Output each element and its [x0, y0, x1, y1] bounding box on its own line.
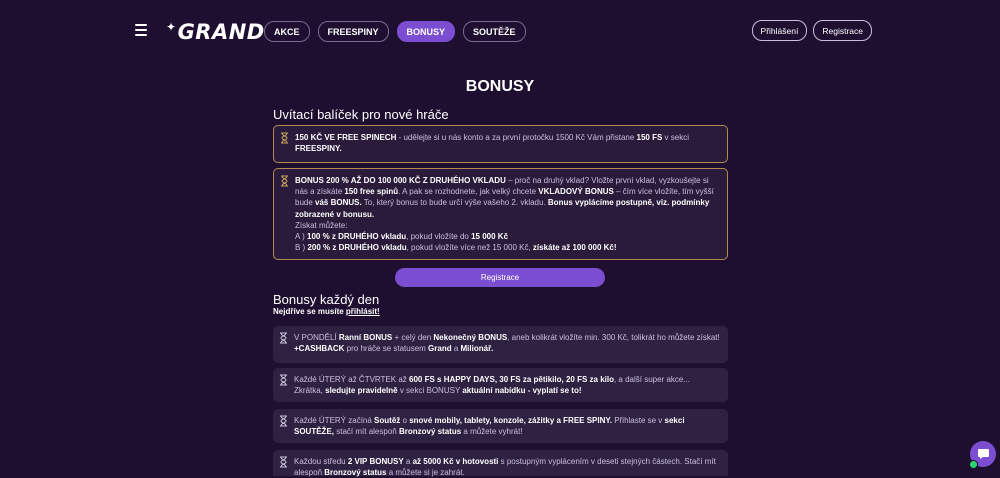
hourglass-icon: [279, 456, 288, 468]
nav-bonusy[interactable]: BONUSY: [397, 21, 456, 42]
chat-bubble-icon: [977, 448, 990, 460]
nav-akce[interactable]: AKCE: [264, 21, 310, 42]
login-link[interactable]: přihlásit!: [345, 307, 380, 316]
main-nav: [264, 21, 526, 42]
login-button[interactable]: Přihlášení: [752, 20, 808, 41]
registration-button[interactable]: Registrace: [395, 268, 605, 287]
nav-souteze[interactable]: SOUTĚŽE: [463, 21, 526, 42]
register-button-header[interactable]: Registrace: [813, 20, 872, 41]
hourglass-icon: [280, 132, 289, 144]
daily-section-title: Bonusy každý den: [273, 292, 380, 307]
daily-card-tuesday-thursday: Každé ÚTERÝ až ČTVRTEK až 600 FS s HAPPY DAYS, 30 FS za pětikilo, 20 FS za kilo, a další super akce... Zkrátka, sledujte pravidelně v sekci BONUSY aktuální nabídku - vyplatí se to!: [273, 368, 728, 402]
welcome-section-title: Uvítací balíček pro nové hráče: [273, 107, 449, 122]
online-status-dot: [969, 460, 978, 469]
daily-card-competition: Každé ÚTERÝ začíná Soutěž o snové mobily, tablety, konzole, zážitky a FREE SPINY. Přihlaste se v sekci SOUTĚŽE, stačí mít alespoň Bronzový status a můžete vyhrát!: [273, 409, 728, 443]
hourglass-icon: [279, 374, 288, 386]
hourglass-icon: [279, 415, 288, 427]
hourglass-icon: [279, 332, 288, 344]
hamburger-menu-icon[interactable]: [135, 24, 147, 36]
grand-logo[interactable]: ✦GRAND: [166, 20, 265, 44]
login-note: Nejdříve se musíte přihlásit!: [273, 307, 380, 316]
auth-buttons: [752, 20, 872, 41]
welcome-card-deposit-bonus: BONUS 200 % AŽ DO 100 000 KČ Z DRUHÉHO VKLADU – proč na druhý vklad? Vložte první vklad, vyzkoušejte si nás a získáte 150 free spinů. A pak se rozhodnete, jak velký chcete VKLADOVÝ BONUS – čím více vložíte, tím vyšší bude váš BONUS. To, který bonus to bude určí výše vašeho 2. vkladu. Bonus vyplácíme postupně, viz. podmínky zobrazené v bonusu. Získat můžete: A ) 100 % z DRUHÉHO vkladu, pokud vložíte do 15 000 Kč B ) 200 % z DRUHÉHO vkladu, pokud vložíte více než 15 000 Kč, získáte až 100 000 Kč!: [273, 168, 728, 260]
nav-freespiny[interactable]: FREESPINY: [318, 21, 389, 42]
page-title: BONUSY: [465, 78, 535, 95]
hourglass-icon: [280, 175, 289, 187]
daily-card-monday: V PONDĚLÍ Ranní BONUS + celý den Nekonečný BONUS, aneb kolikrát vložíte min. 300 Kč, tolikrát ho můžete získat! +CASHBACK pro hráče se statusem Grand a Milionář.: [273, 326, 728, 363]
top-navigation: [0, 0, 1000, 62]
welcome-card-freespins: 150 KČ VE FREE SPINECH - udělejte si u nás konto a za první protočku 1500 Kč Vám přistane 150 FS v sekci FREESPINY.: [273, 125, 728, 163]
daily-card-wednesday-vip: Každou středu 2 VIP BONUSY a až 5000 Kč v hotovosti s postupným vyplácením v deseti stejných částech. Stačí mít alespoň Bronzový status a můžete si je zahrát.: [273, 450, 728, 476]
